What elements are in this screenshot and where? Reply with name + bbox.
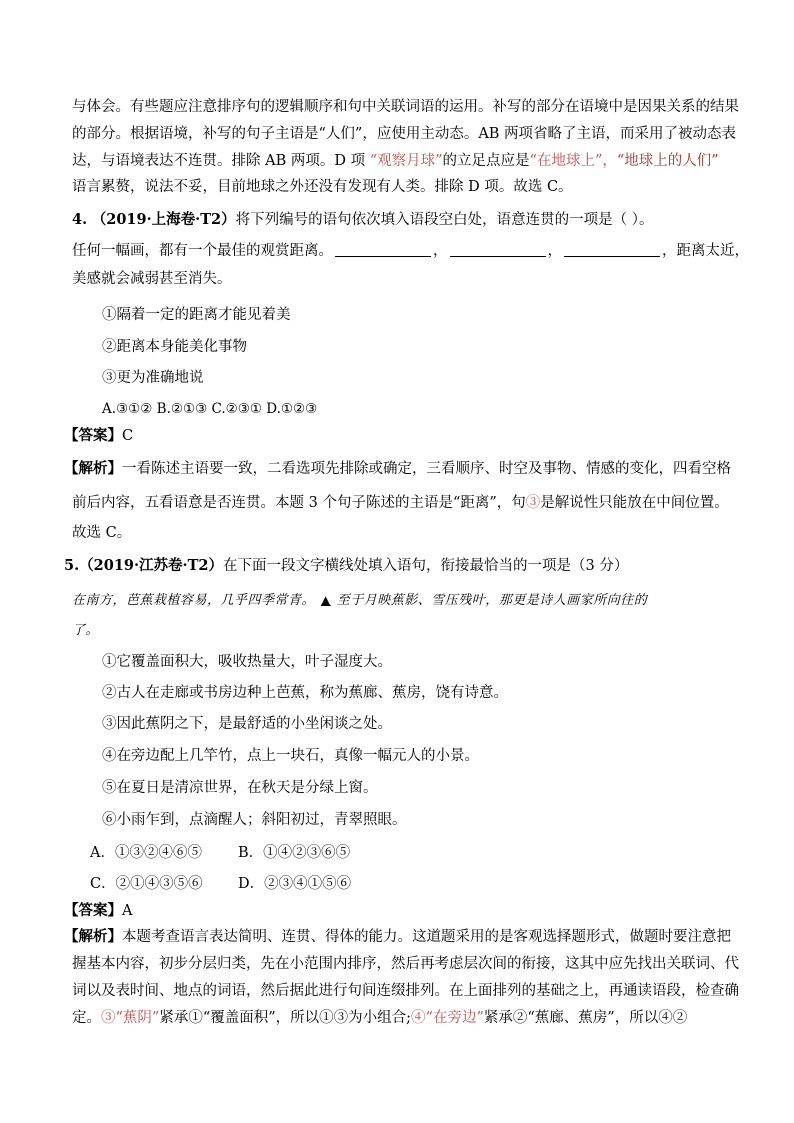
q4-analysis-text-2a: 前后内容，五看语意是否连贯。本题 3 个句子陈述的主语是“距离”，句 [72, 495, 526, 511]
q5-answer-tag: 【答案】 [64, 902, 122, 919]
quote-people-on-earth: “地球上的人们” [616, 153, 719, 169]
q4-passage-end: ，距离太近， [662, 243, 749, 259]
q5-option-a: A．①③②④⑥⑤ [90, 845, 202, 861]
q5-analysis-text-4a: 定。 [72, 1010, 101, 1026]
q5-analysis-text-4c: 紧承②“蕉廊、蕉房”，所以④② [483, 1010, 688, 1026]
q4-item-1: ①隔着一定的距离才能见着美 [102, 307, 291, 323]
q4-passage-line-2: 美感就会减弱甚至消失。 [72, 271, 232, 287]
intro-line-3 [72, 150, 719, 172]
q5-item-6: ⑥小雨乍到，点滴醒人；斜阳初过，青翠照眼。 [102, 812, 407, 828]
q4-option-d: D.①②③ [266, 401, 318, 417]
q5-item-5: ⑤在夏日是清凉世界，在秋天是分绿上窗。 [102, 780, 378, 796]
intro-line-1: 与体会。有些题应注意排序句的逻辑顺序和句中关联词语的运用。补写的部分在语境中是因果关系的结果 [72, 99, 739, 115]
q4-blank-1 [335, 242, 431, 257]
triangle-icon: ▲ [321, 593, 331, 607]
q4-analysis-text-1: 一看陈述主语要一致，二看选项先排除或确定，三看顺序、时空及事物、情感的变化，四看空格 [122, 461, 731, 477]
q4-analysis-text-2b: 是解说性只能放在中间位置。 [540, 495, 729, 511]
q5-analysis-tag: 【解析】 [64, 928, 122, 945]
q4-item-3: ③更为准确地说 [102, 370, 204, 386]
q5-answer [64, 900, 132, 922]
q5-passage-line-2: 了。 [72, 623, 100, 638]
intro-line-3-text: 达，与语境表达不连贯。排除 AB 两项。D 项 [72, 153, 366, 169]
q5-item-4: ④在旁边配上几竿竹，点上一块石，真像一幅元人的小景。 [102, 748, 479, 764]
q5-answer-value: A [122, 903, 133, 919]
q5-options-row-2 [90, 873, 351, 895]
q4-sep-1: ， [433, 243, 448, 259]
q4-analysis-circled-3: ③ [525, 495, 541, 511]
q4-blank-3 [564, 242, 660, 257]
q4-option-a: A.③①② [102, 401, 153, 417]
q5-source: （2019·江苏卷·T2） [79, 557, 223, 574]
quote-beside: ④“在旁边” [411, 1010, 484, 1026]
q5-item-2: ②古人在走廊或书房边种上芭蕉，称为蕉廊、蕉房，饶有诗意。 [102, 685, 508, 701]
quote-on-earth: “在地球上”， [529, 153, 617, 169]
q4-analysis-line-3: 故选 C。 [72, 525, 132, 541]
q4-answer [64, 425, 133, 447]
q5-analysis-line-4 [72, 1007, 687, 1029]
q4-option-b: B.②①③ [156, 401, 208, 417]
quote-banana-shade: ③“蕉阴” [101, 1010, 160, 1026]
q4-analysis-line-2 [72, 492, 729, 514]
q5-item-3: ③因此蕉阴之下，是最舒适的小坐闲谈之处。 [102, 716, 392, 732]
q4-passage-start: 任何一幅画，都有一个最佳的观赏距离。 [72, 243, 333, 259]
q4-passage-line-1 [72, 240, 749, 262]
q5-passage-a: 在南方，芭蕉栽植容易，几乎四季常青。 [72, 593, 316, 608]
intro-line-4: 语言累赘，说法不妥，目前地球之外还没有发现有人类。排除 D 项。故选 C。 [72, 179, 573, 195]
q4-option-c: C.②③① [211, 401, 262, 417]
q5-item-1: ①它覆盖面积大，吸收热量大，叶子湿度大。 [102, 654, 392, 670]
intro-line-3-mid: 的立足点应是 [442, 153, 530, 169]
q5-options-row-1 [90, 842, 350, 864]
q5-analysis-line-1 [64, 926, 731, 948]
q4-analysis-tag: 【解析】 [64, 460, 122, 477]
q4-sep-2: ， [547, 243, 562, 259]
quote-observe-moon: “观察月球” [369, 153, 443, 169]
q5-passage-line-1 [72, 589, 647, 612]
q5-analysis-text-4b: 紧承①“覆盖面积”，所以①③为小组合; [159, 1010, 412, 1026]
q5-passage-b: 至于月映蕉影、雪压残叶，那更是诗人画家所向往的 [336, 593, 648, 608]
q5-analysis-text-1: 本题考查语言表达简明、连贯、得体的能力。这道题采用的是客观选择题形式，做题时要注意把 [122, 929, 731, 945]
q4-stem [72, 209, 653, 231]
q4-answer-value: C [122, 428, 134, 444]
q4-analysis-line-1 [64, 458, 731, 480]
q5-number: 5. [64, 557, 80, 574]
q4-blank-2 [450, 242, 546, 257]
q5-option-b: B．①④②③⑥⑤ [238, 845, 351, 861]
q5-stem-text: 在下面一段文字横线处填入语句，衔接最恰当的一项是（3 分） [222, 558, 629, 574]
q4-options [102, 398, 317, 420]
q5-analysis-line-2: 握基本内容，初步分层归类，先在小范围内排序，然后再考虑层次间的衔接，这其中应先找出关联词、代 [72, 956, 739, 972]
q5-analysis-line-3: 词以及表时间、地点的词语，然后据此进行句间连缀排列。在上面排列的基础之上，再通读语段，检查确 [72, 983, 739, 999]
q4-number: 4. [72, 211, 88, 228]
q5-option-c: C．②①④③⑤⑥ [90, 876, 203, 892]
q4-answer-tag: 【答案】 [64, 427, 122, 444]
q4-source: （2019·上海卷·T2） [91, 211, 236, 228]
q5-stem [64, 555, 628, 577]
intro-line-2: 的部分。根据语境，补写的句子主语是“人们”，应使用主动态。AB 两项省略了主语，而采用了被动态表 [72, 126, 737, 142]
q5-option-d: D．②③④①⑤⑥ [238, 876, 352, 892]
q4-item-2: ②距离本身能美化事物 [102, 339, 247, 355]
q4-stem-text: 将下列编号的语句依次填入语段空白处，语意连贯的一项是（ ）。 [235, 212, 654, 228]
